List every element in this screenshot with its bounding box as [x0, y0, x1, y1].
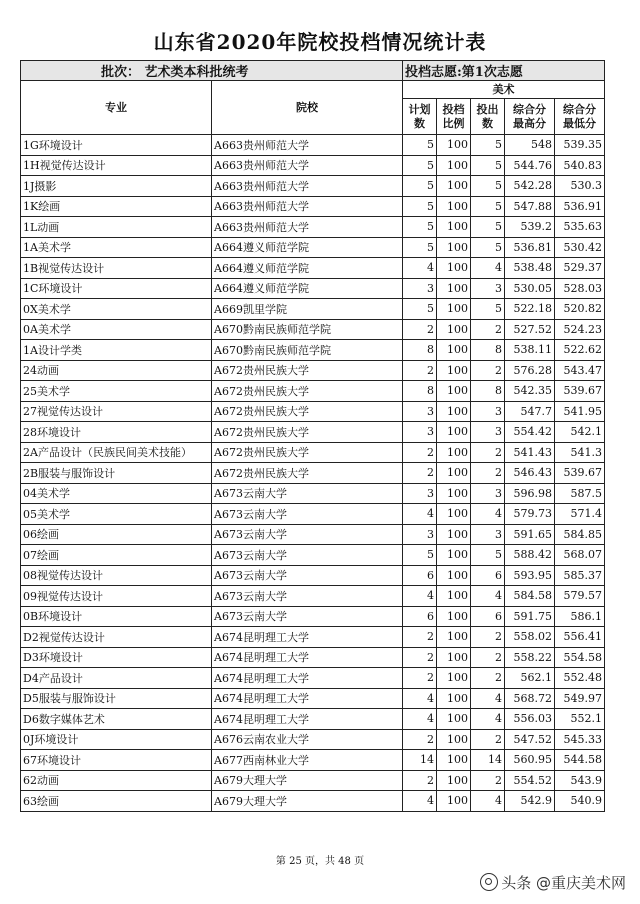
school-cell: A674昆明理工大学: [212, 668, 403, 689]
table-row: [21, 524, 605, 545]
min-score-cell: 586.1: [555, 606, 605, 627]
min-score-cell: 539.67: [555, 463, 605, 484]
ratio-cell: 100: [437, 422, 471, 443]
major-cell: 1B视觉传达设计: [21, 258, 212, 279]
ratio-cell: 100: [437, 606, 471, 627]
major-cell: 24动画: [21, 360, 212, 381]
major-cell: 1A美术学: [21, 237, 212, 258]
max-score-cell: 562.1: [505, 668, 555, 689]
major-cell: D5服装与服饰设计: [21, 688, 212, 709]
max-score-cell: 542.35: [505, 381, 555, 402]
major-cell: 67环境设计: [21, 750, 212, 771]
admitted-cell: 2: [471, 729, 505, 750]
ratio-cell: 100: [437, 770, 471, 791]
max-score-cell: 530.05: [505, 278, 555, 299]
min-score-header: 综合分 最低分: [555, 99, 605, 135]
max-score-cell: 548: [505, 135, 555, 156]
admitted-cell: 3: [471, 483, 505, 504]
school-cell: A674昆明理工大学: [212, 647, 403, 668]
ratio-cell: 100: [437, 565, 471, 586]
major-cell: 0B环境设计: [21, 606, 212, 627]
min-score-cell: 543.47: [555, 360, 605, 381]
page-title: 山东省2020年院校投档情况统计表: [153, 30, 487, 54]
ratio-cell: 100: [437, 463, 471, 484]
ratio-cell: 100: [437, 688, 471, 709]
max-score-cell: 542.28: [505, 176, 555, 197]
min-score-cell: 552.1: [555, 709, 605, 730]
table-row: [21, 606, 605, 627]
plan-cell: 5: [403, 237, 437, 258]
admitted-cell: 5: [471, 135, 505, 156]
admitted-cell: 6: [471, 606, 505, 627]
ratio-cell: 100: [437, 668, 471, 689]
major-cell: D2视觉传达设计: [21, 627, 212, 648]
max-score-cell: 547.88: [505, 196, 555, 217]
school-cell: A673云南大学: [212, 504, 403, 525]
min-score-cell: 542.1: [555, 422, 605, 443]
min-score-cell: 540.9: [555, 791, 605, 812]
ratio-cell: 100: [437, 217, 471, 238]
major-cell: D4产品设计: [21, 668, 212, 689]
school-cell: A673云南大学: [212, 483, 403, 504]
major-cell: 08视觉传达设计: [21, 565, 212, 586]
table-row: [21, 668, 605, 689]
major-cell: 2A产品设计（民族民间美术技能）: [21, 442, 212, 463]
max-score-cell: 588.42: [505, 545, 555, 566]
min-score-cell: 520.82: [555, 299, 605, 320]
admitted-cell: 3: [471, 524, 505, 545]
school-cell: A672贵州民族大学: [212, 401, 403, 422]
ratio-cell: 100: [437, 791, 471, 812]
max-score-cell: 560.95: [505, 750, 555, 771]
ratio-cell: 100: [437, 524, 471, 545]
table-row: [21, 729, 605, 750]
plan-cell: 2: [403, 668, 437, 689]
table-row: [21, 237, 605, 258]
plan-cell: 2: [403, 319, 437, 340]
min-score-cell: 552.48: [555, 668, 605, 689]
table-row: [21, 299, 605, 320]
admitted-cell: 2: [471, 770, 505, 791]
batch-row: [21, 61, 605, 81]
plan-cell: 2: [403, 360, 437, 381]
max-score-cell: 554.42: [505, 422, 555, 443]
min-score-cell: 530.3: [555, 176, 605, 197]
admitted-cell: 5: [471, 217, 505, 238]
plan-cell: 4: [403, 504, 437, 525]
table-row: [21, 586, 605, 607]
table-row: [21, 545, 605, 566]
admitted-cell: 5: [471, 176, 505, 197]
max-score-cell: 541.43: [505, 442, 555, 463]
table-row: [21, 565, 605, 586]
max-score-cell: 539.2: [505, 217, 555, 238]
min-score-cell: 556.41: [555, 627, 605, 648]
school-cell: A663贵州师范大学: [212, 155, 403, 176]
max-score-cell: 547.7: [505, 401, 555, 422]
min-score-cell: 584.85: [555, 524, 605, 545]
major-cell: 1H视觉传达设计: [21, 155, 212, 176]
table-row: [21, 504, 605, 525]
ratio-cell: 100: [437, 155, 471, 176]
min-score-cell: 535.63: [555, 217, 605, 238]
major-cell: 28环境设计: [21, 422, 212, 443]
major-cell: 0A美术学: [21, 319, 212, 340]
min-score-cell: 571.4: [555, 504, 605, 525]
table-row: [21, 627, 605, 648]
school-cell: A673云南大学: [212, 586, 403, 607]
max-score-cell: 584.58: [505, 586, 555, 607]
min-score-cell: 541.95: [555, 401, 605, 422]
min-score-cell: 529.37: [555, 258, 605, 279]
ratio-cell: 100: [437, 135, 471, 156]
major-cell: 07绘画: [21, 545, 212, 566]
ratio-cell: 100: [437, 278, 471, 299]
min-score-cell: 530.42: [555, 237, 605, 258]
max-score-cell: 522.18: [505, 299, 555, 320]
table-row: [21, 647, 605, 668]
school-cell: A670黔南民族师范学院: [212, 340, 403, 361]
plan-cell: 4: [403, 791, 437, 812]
min-score-cell: 587.5: [555, 483, 605, 504]
ratio-cell: 100: [437, 237, 471, 258]
max-score-cell: 591.75: [505, 606, 555, 627]
ratio-cell: 100: [437, 709, 471, 730]
max-score-cell: 579.73: [505, 504, 555, 525]
min-score-cell: 579.57: [555, 586, 605, 607]
ratio-cell: 100: [437, 545, 471, 566]
major-cell: 62动画: [21, 770, 212, 791]
max-score-cell: 538.48: [505, 258, 555, 279]
min-score-cell: 568.07: [555, 545, 605, 566]
ratio-cell: 100: [437, 340, 471, 361]
table-row: [21, 278, 605, 299]
plan-cell: 5: [403, 545, 437, 566]
school-cell: A676云南农业大学: [212, 729, 403, 750]
admitted-cell: 3: [471, 278, 505, 299]
plan-cell: 2: [403, 647, 437, 668]
admitted-cell: 5: [471, 237, 505, 258]
toutiao-logo-icon: [480, 873, 498, 891]
admitted-cell: 4: [471, 258, 505, 279]
plan-cell: 3: [403, 524, 437, 545]
table-row: [21, 463, 605, 484]
admitted-cell: 5: [471, 299, 505, 320]
school-cell: A663贵州师范大学: [212, 196, 403, 217]
major-cell: 06绘画: [21, 524, 212, 545]
plan-cell: 5: [403, 217, 437, 238]
plan-cell: 2: [403, 729, 437, 750]
volunteer-label: 投档志愿:第1次志愿: [403, 61, 605, 81]
school-cell: A670黔南民族师范学院: [212, 319, 403, 340]
min-score-cell: 539.35: [555, 135, 605, 156]
admitted-cell: 4: [471, 709, 505, 730]
table-row: [21, 135, 605, 156]
admitted-cell: 2: [471, 442, 505, 463]
ratio-cell: 100: [437, 647, 471, 668]
major-cell: 09视觉传达设计: [21, 586, 212, 607]
plan-cell: 2: [403, 770, 437, 791]
ratio-cell: 100: [437, 258, 471, 279]
major-cell: 1K绘画: [21, 196, 212, 217]
plan-cell: 5: [403, 155, 437, 176]
plan-cell: 2: [403, 463, 437, 484]
admitted-cell: 2: [471, 360, 505, 381]
school-cell: A673云南大学: [212, 565, 403, 586]
max-score-cell: 527.52: [505, 319, 555, 340]
plan-cell: 8: [403, 381, 437, 402]
min-score-cell: 554.58: [555, 647, 605, 668]
plan-header: 计划 数: [403, 99, 437, 135]
plan-cell: 14: [403, 750, 437, 771]
plan-cell: 3: [403, 422, 437, 443]
min-score-cell: 522.62: [555, 340, 605, 361]
max-score-cell: 538.11: [505, 340, 555, 361]
major-cell: 1A设计学类: [21, 340, 212, 361]
table-row: [21, 709, 605, 730]
max-score-cell: 556.03: [505, 709, 555, 730]
min-score-cell: 545.33: [555, 729, 605, 750]
max-score-cell: 558.22: [505, 647, 555, 668]
min-score-cell: 549.97: [555, 688, 605, 709]
plan-cell: 5: [403, 176, 437, 197]
plan-cell: 4: [403, 709, 437, 730]
school-cell: A674昆明理工大学: [212, 627, 403, 648]
table-row: [21, 770, 605, 791]
max-score-cell: 554.52: [505, 770, 555, 791]
admitted-header: 投出 数: [471, 99, 505, 135]
min-score-cell: 540.83: [555, 155, 605, 176]
ratio-cell: 100: [437, 319, 471, 340]
admitted-cell: 2: [471, 668, 505, 689]
plan-cell: 4: [403, 586, 437, 607]
plan-cell: 3: [403, 401, 437, 422]
school-cell: A673云南大学: [212, 606, 403, 627]
max-score-cell: 596.98: [505, 483, 555, 504]
art-group-header: 美术: [403, 81, 605, 99]
plan-cell: 4: [403, 258, 437, 279]
school-cell: A663贵州师范大学: [212, 135, 403, 156]
max-score-cell: 593.95: [505, 565, 555, 586]
ratio-cell: 100: [437, 627, 471, 648]
plan-cell: 6: [403, 606, 437, 627]
max-score-cell: 558.02: [505, 627, 555, 648]
major-cell: 1G环境设计: [21, 135, 212, 156]
table-row: [21, 196, 605, 217]
school-cell: A679大理大学: [212, 770, 403, 791]
table-row: [21, 483, 605, 504]
school-cell: A664遵义师范学院: [212, 278, 403, 299]
admitted-cell: 4: [471, 504, 505, 525]
table-row: [21, 258, 605, 279]
plan-cell: 4: [403, 688, 437, 709]
school-cell: A672贵州民族大学: [212, 381, 403, 402]
major-cell: 0J环境设计: [21, 729, 212, 750]
major-cell: 25美术学: [21, 381, 212, 402]
min-score-cell: 543.9: [555, 770, 605, 791]
ratio-cell: 100: [437, 729, 471, 750]
plan-cell: 3: [403, 278, 437, 299]
major-cell: D3环境设计: [21, 647, 212, 668]
min-score-cell: 544.58: [555, 750, 605, 771]
ratio-header: 投档 比例: [437, 99, 471, 135]
admitted-cell: 8: [471, 381, 505, 402]
major-cell: 1J摄影: [21, 176, 212, 197]
ratio-cell: 100: [437, 483, 471, 504]
table-row: [21, 791, 605, 812]
ratio-cell: 100: [437, 750, 471, 771]
major-cell: 04美术学: [21, 483, 212, 504]
ratio-cell: 100: [437, 442, 471, 463]
major-cell: 2B服装与服饰设计: [21, 463, 212, 484]
ratio-cell: 100: [437, 401, 471, 422]
school-cell: A672贵州民族大学: [212, 422, 403, 443]
plan-cell: 8: [403, 340, 437, 361]
page-footer: 第 25 页，共 48 页: [275, 856, 365, 867]
ratio-cell: 100: [437, 196, 471, 217]
max-score-cell: 544.76: [505, 155, 555, 176]
plan-cell: 2: [403, 442, 437, 463]
school-cell: A663贵州师范大学: [212, 176, 403, 197]
admitted-cell: 14: [471, 750, 505, 771]
school-cell: A673云南大学: [212, 524, 403, 545]
major-cell: D6数字媒体艺术: [21, 709, 212, 730]
ratio-cell: 100: [437, 381, 471, 402]
admitted-cell: 4: [471, 791, 505, 812]
admitted-cell: 8: [471, 340, 505, 361]
major-cell: 1L动画: [21, 217, 212, 238]
plan-cell: 5: [403, 135, 437, 156]
admitted-cell: 6: [471, 565, 505, 586]
school-cell: A677西南林业大学: [212, 750, 403, 771]
table-row: [21, 688, 605, 709]
plan-cell: 2: [403, 627, 437, 648]
admitted-cell: 2: [471, 319, 505, 340]
school-cell: A663贵州师范大学: [212, 217, 403, 238]
school-cell: A674昆明理工大学: [212, 709, 403, 730]
ratio-cell: 100: [437, 176, 471, 197]
table-row: [21, 750, 605, 771]
table-row: [21, 360, 605, 381]
max-score-cell: 547.52: [505, 729, 555, 750]
major-cell: 27视觉传达设计: [21, 401, 212, 422]
plan-cell: 6: [403, 565, 437, 586]
table-row: [21, 217, 605, 238]
max-score-cell: 542.9: [505, 791, 555, 812]
admitted-cell: 4: [471, 586, 505, 607]
table-row: [21, 319, 605, 340]
min-score-cell: 541.3: [555, 442, 605, 463]
max-score-header: 综合分 最高分: [505, 99, 555, 135]
school-cell: A664遵义师范学院: [212, 258, 403, 279]
table-row: [21, 381, 605, 402]
plan-cell: 3: [403, 483, 437, 504]
header-row: [21, 81, 605, 99]
table-row: [21, 401, 605, 422]
admitted-cell: 5: [471, 545, 505, 566]
plan-cell: 5: [403, 299, 437, 320]
major-cell: 63绘画: [21, 791, 212, 812]
admitted-cell: 4: [471, 688, 505, 709]
min-score-cell: 528.03: [555, 278, 605, 299]
min-score-cell: 536.91: [555, 196, 605, 217]
max-score-cell: 536.81: [505, 237, 555, 258]
max-score-cell: 591.65: [505, 524, 555, 545]
admitted-cell: 5: [471, 155, 505, 176]
school-cell: A672贵州民族大学: [212, 463, 403, 484]
school-cell: A664遵义师范学院: [212, 237, 403, 258]
watermark-text: 头条 @重庆美术网: [501, 874, 626, 892]
admitted-cell: 3: [471, 422, 505, 443]
admitted-cell: 2: [471, 647, 505, 668]
ratio-cell: 100: [437, 299, 471, 320]
min-score-cell: 585.37: [555, 565, 605, 586]
school-cell: A679大理大学: [212, 791, 403, 812]
admitted-cell: 2: [471, 627, 505, 648]
ratio-cell: 100: [437, 360, 471, 381]
max-score-cell: 568.72: [505, 688, 555, 709]
major-cell: 05美术学: [21, 504, 212, 525]
admitted-cell: 3: [471, 401, 505, 422]
min-score-cell: 539.67: [555, 381, 605, 402]
table-row: [21, 422, 605, 443]
school-cell: A672贵州民族大学: [212, 360, 403, 381]
admission-stats-table: [20, 60, 605, 812]
watermark: [477, 872, 626, 893]
school-cell: A674昆明理工大学: [212, 688, 403, 709]
major-cell: 0X美术学: [21, 299, 212, 320]
min-score-cell: 524.23: [555, 319, 605, 340]
admitted-cell: 5: [471, 196, 505, 217]
major-header: 专业: [21, 81, 212, 135]
plan-cell: 5: [403, 196, 437, 217]
school-cell: A672贵州民族大学: [212, 442, 403, 463]
major-cell: 1C环境设计: [21, 278, 212, 299]
school-header: 院校: [212, 81, 403, 135]
school-cell: A673云南大学: [212, 545, 403, 566]
admitted-cell: 2: [471, 463, 505, 484]
table-row: [21, 442, 605, 463]
table-row: [21, 155, 605, 176]
ratio-cell: 100: [437, 586, 471, 607]
max-score-cell: 546.43: [505, 463, 555, 484]
max-score-cell: 576.28: [505, 360, 555, 381]
table-row: [21, 176, 605, 197]
school-cell: A669凯里学院: [212, 299, 403, 320]
ratio-cell: 100: [437, 504, 471, 525]
batch-label: 批次： 艺术类本科批统考: [21, 61, 403, 81]
table-row: [21, 340, 605, 361]
